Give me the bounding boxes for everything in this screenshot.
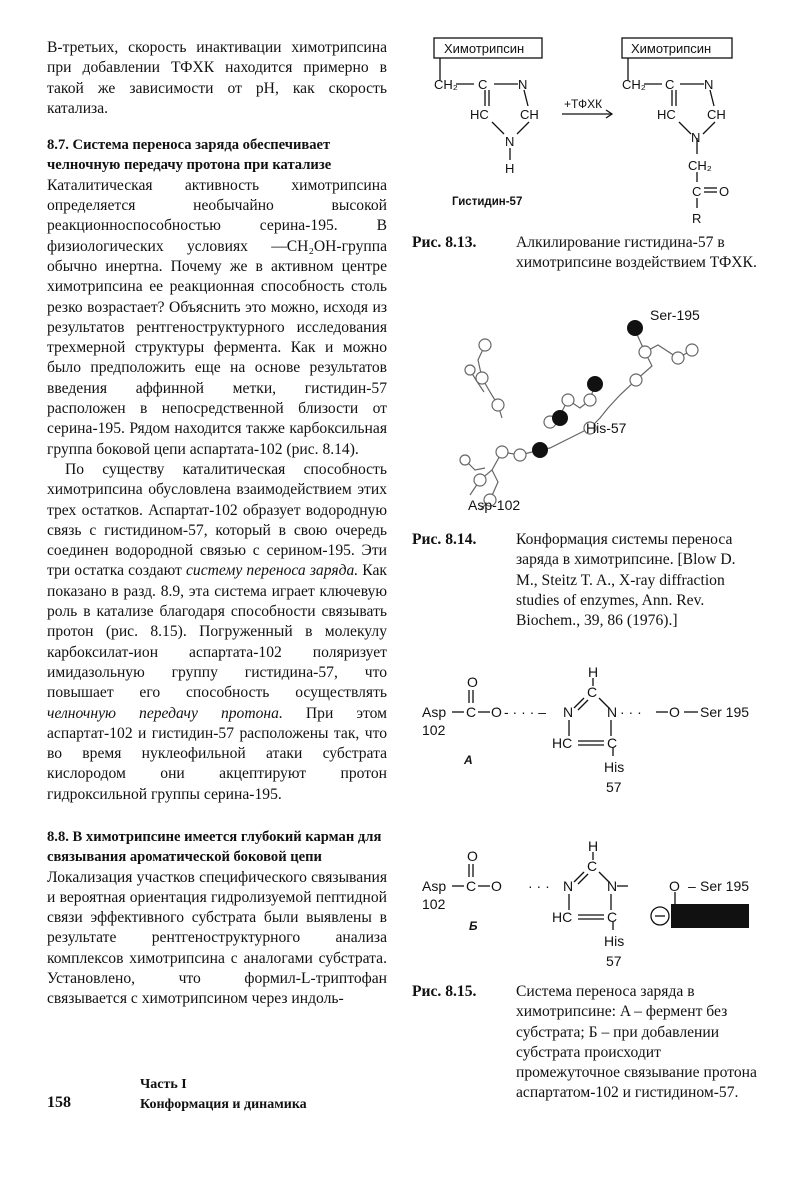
ch2-label-3: CH₂ [688,158,712,173]
carbonyl-o-label: O [467,674,478,690]
c-label: C [466,878,477,894]
his-number: 57 [606,779,622,795]
enzyme-box-label: Химотрипсин [444,41,525,56]
figure-8-13 [412,30,772,230]
c-label-2: C [665,77,675,92]
emphasis-proton-shuttle: челночную передачу протона. [47,704,283,722]
hc-label: HC [470,107,489,122]
c-label: C [466,704,477,720]
n-label-4: N [691,130,701,145]
n-label-3: N [704,77,714,92]
paragraph-8-7-a: Каталитическая активность химотрипсина определяется необычайно высокой реакционноспособностью серина-195. В физиологических условиях —CH₂OH-группа обычно инертна. Почему же в активном центре химотрипсина ее реакционная способность столь резко возрастает? Объяснить это можно, исходя из результатов рентгеноструктурного исследования трехмерной структуры фермента. Как и можно было предположить еще на основе результатов введения аффинной метки, гистидин-57 расположен в непосредственной близости от серина-195. Рядом находится также карбоксильная группа боковой цепи аспартата-102 (рис. 8.14). [47,176,387,458]
footer-section: Конформация и динамика [140,1097,307,1112]
h-label: H [588,838,599,854]
histidine-57-label: Гистидин-57 [452,196,523,208]
atom-node [562,394,574,406]
his-57-label: His-57 [586,420,627,436]
panel-a-label: А [464,753,473,767]
ser-oxygen-atom [627,320,643,336]
n-label-2: N [607,704,618,720]
caption-8-13 [412,233,757,274]
h-label: H [588,664,599,680]
n-label-2: N [607,878,618,894]
o-label: O [491,878,502,894]
hbond-dots: · · · [528,878,550,894]
atom-node [514,449,526,461]
ser-bond: – [688,878,696,894]
section-8-8-heading: 8.8. В химотрипсине имеется глубокий карман для связывания ароматической боковой цепи [47,828,382,866]
atom-node [476,372,488,384]
ch2-label-2: CH₂ [622,77,646,92]
his-label: His [604,759,625,775]
atom-node [672,352,684,364]
atom-node [465,365,475,375]
ser-o-label: O [669,704,680,720]
footer-part: Часть I [140,1077,187,1092]
atom-node [686,344,698,356]
substrate-block [671,904,749,928]
paragraph-8-8: Локализация участков специфического связывания и вероятная ориентация гидролизуемой пептидной связи эффективного субстрата были выявлены в результате рентгеноструктурного анализа комплексов химотрипсина с аналогами субстрата. Установлено, что формил-L-триптофан связывается с химотрипсином через индоль- [47,868,387,1008]
hc-label: HC [552,909,573,925]
running-footer [140,1075,307,1115]
caption-8-13-text: Алкилирование гистидина-57 в химотрипсине воздействием ТФХК. [516,234,757,272]
ch-label-2: CH [707,107,726,122]
paragraph-8-7-b: По существу каталитическая способность химотрипсина обусловлена взаимодействием этих трех остатков. Аспартат-102 образует водородную связь с гистидином-57, который в свою очередь соединен водородной связью с серином-195. Эти три остатка создают систему переноса заряда. Как показано в разд. 8.9, эта система играет ключевую роль в катализе благодаря способности связывать протон (рис. 8.15). Погруженный в молекулу карбоксилат-ион аспартата-102 поляризует имидазольную группу гистидина-57, что повышает его способность осуществлять челночную передачу протона. При этом аспартат-102 и гистидин-57 расположены так, что во время нуклеофильной атаки субстрата кислородом они акцептируют протон гидроксильной группы серина-195. [47,460,387,803]
asp-label: Asp [422,704,447,720]
hc-label-2: HC [657,107,676,122]
c-label-2: C [587,858,598,874]
atom-node [474,474,486,486]
atom-node [630,374,642,386]
o-label: O [719,184,730,199]
o-label: O [491,704,502,720]
section-8-7-heading: 8.7. Система переноса заряда обеспечивает челночную передачу протона при катализе [47,137,332,174]
intro-paragraph: В-третьих, скорость инактивации химотрипсина при добавлении ТФХК находится примерно в такой же зависимости от pH, как скорость катализа. [47,39,387,117]
c-label-3: C [607,909,618,925]
asp-number: 102 [422,722,446,738]
atom-node [639,346,651,358]
atom-node [479,339,491,351]
page-number: 158 [47,1094,71,1111]
ch-label: CH [520,107,539,122]
enzyme-box-label-2: Химотрипсин [631,41,712,56]
his-nitrogen-atom [587,376,603,392]
his-nitrogen-atom-2 [552,410,568,426]
figure-8-15-b [412,836,792,976]
caption-8-14-number: Рис. 8.14. [412,531,477,548]
caption-8-14-text: Конформация системы переноса заряда в химотрипсине. [Blow D. M., Steitz T. A., X-ray diffraction studies of enzymes, Ann. Rev. Biochem., 39, 86 (1976).] [516,531,736,630]
asp-102-label: Asp-102 [468,497,521,513]
caption-8-13-number: Рис. 8.13. [412,234,477,251]
carbonyl-o-label: O [467,848,478,864]
c-label-3: C [692,184,702,199]
atom-node [584,394,596,406]
his-label: His [604,933,625,949]
figure-8-14 [440,300,740,520]
hbond-dots-2: · · · [620,704,642,720]
left-column [47,38,387,1010]
hbond-dots: - · · · – [504,704,546,720]
atom-node [496,446,508,458]
n-label-2: N [505,134,515,149]
r-label: R [692,211,702,226]
c-label-2: C [587,684,598,700]
emphasis-charge-relay: систему переноса заряда. [185,562,359,580]
atom-node [460,455,470,465]
caption-8-15-text: Система переноса заряда в химотрипсине: A – фермент без субстрата; Б – при добавлении субстрата происходит промежуточное связывание протона аспартатом-102 и гистидином-57. [516,983,757,1102]
ser-195-label: Ser-195 [650,307,700,323]
atom-node [492,399,504,411]
asp-number: 102 [422,896,446,912]
ch2-label: CH₂ [434,77,458,92]
caption-8-15 [412,982,757,1104]
caption-8-14 [412,530,757,631]
asp-oxygen-atom [532,442,548,458]
c-label: C [478,77,488,92]
n-label: N [518,77,528,92]
n-label: N [563,878,574,894]
c-label-3: C [607,735,618,751]
h-label: H [505,161,515,176]
n-label: N [563,704,574,720]
his-number: 57 [606,953,622,969]
reagent-arrow-label: +ТФХК [564,97,603,111]
panel-b-label: Б [469,919,478,933]
ser-o-label: O [669,878,680,894]
figure-8-15-a [412,660,792,800]
ser-195-label: Ser 195 [700,704,750,720]
asp-label: Asp [422,878,447,894]
ser-195-label: Ser 195 [700,878,750,894]
caption-8-15-number: Рис. 8.15. [412,983,477,1000]
hc-label: HC [552,735,573,751]
